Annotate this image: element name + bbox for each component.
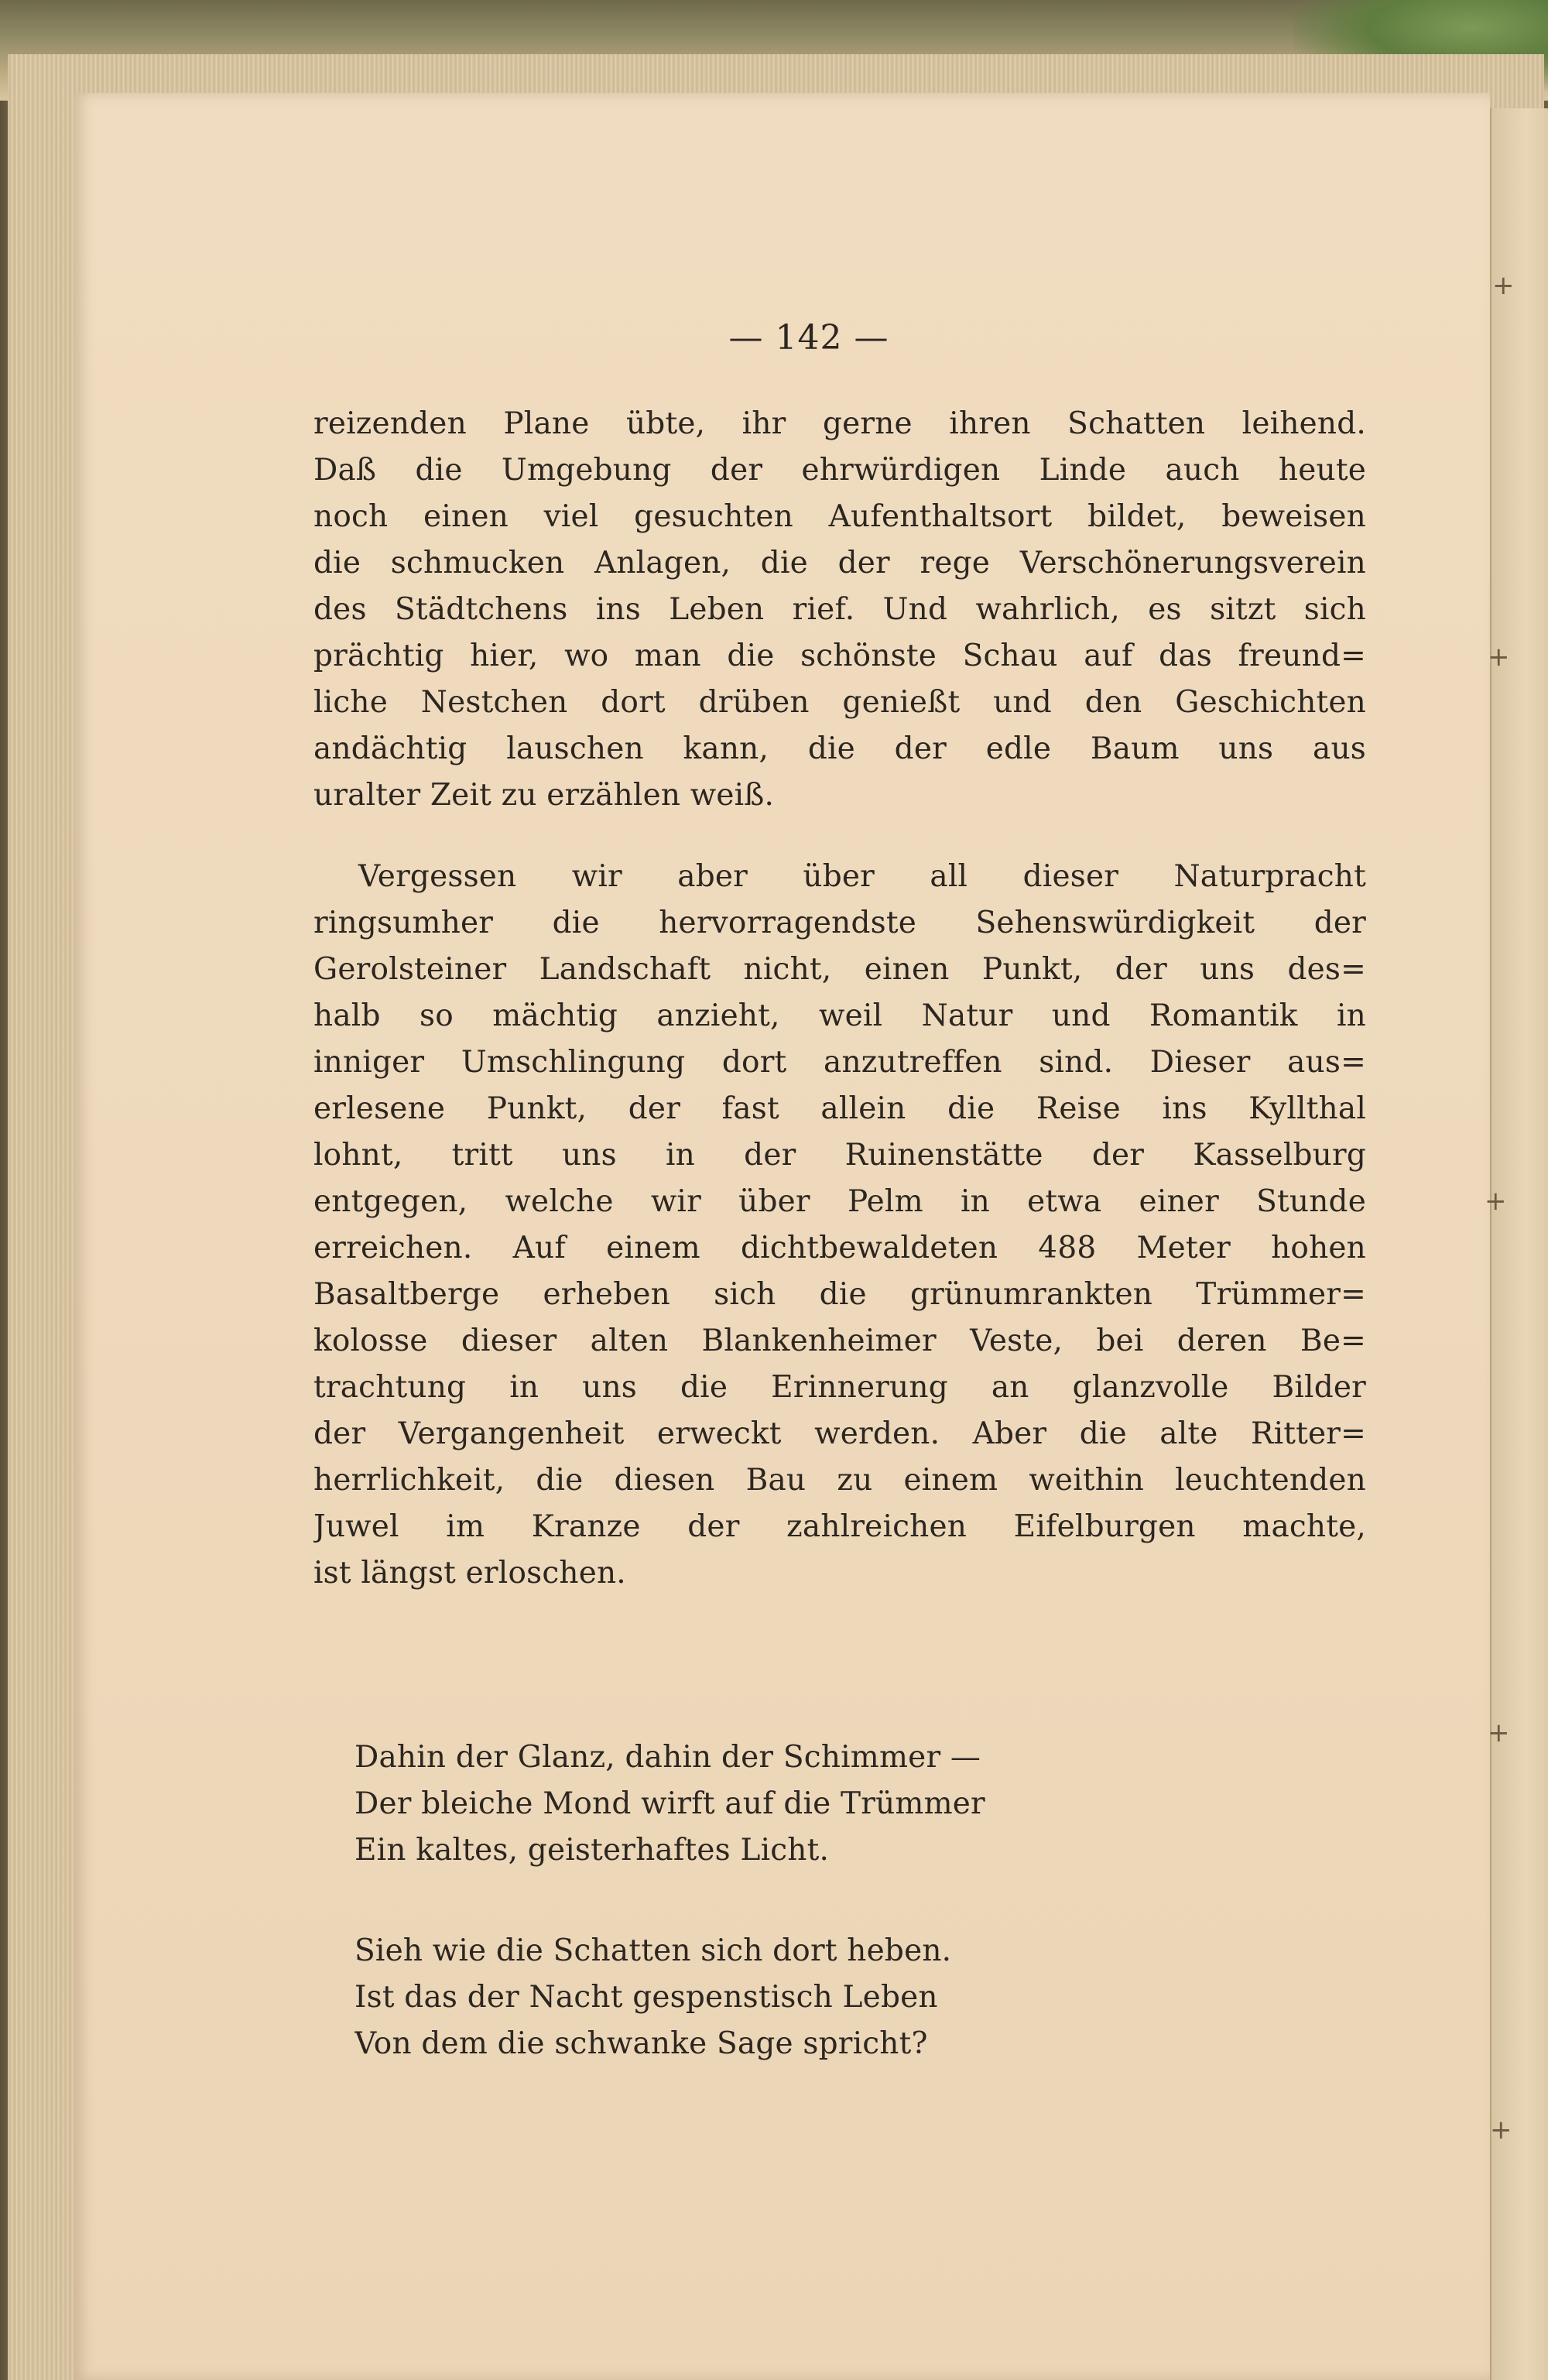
text-line: noch einen viel gesuchten Aufenthaltsort bildet, beweisen	[313, 499, 1366, 534]
text-line: andächtig lauschen kann, die der edle Baum uns aus	[313, 731, 1366, 766]
text-line: ist längst erloschen.	[313, 1556, 626, 1591]
text-line: herrlichkeit, die diesen Bau zu einem weithin leuchtenden	[313, 1463, 1366, 1498]
margin-cross-mark: +	[1492, 270, 1515, 301]
text-line: die schmucken Anlagen, die der rege Verschönerungsverein	[313, 546, 1366, 580]
poem	[354, 1734, 1283, 2067]
poem-line: Ein kaltes, geisterhaftes Licht.	[354, 1833, 830, 1868]
text-line: ringsumher die hervorragendste Sehenswürdigkeit der	[313, 906, 1366, 940]
text-line: inniger Umschlingung dort anzutreffen sind. Dieser aus=	[313, 1045, 1366, 1080]
poem-line: Der bleiche Mond wirft auf die Trümmer	[354, 1786, 985, 1821]
text-line: prächtig hier, wo man die schönste Schau auf das freund=	[313, 639, 1366, 673]
poem-line: Von dem die schwanke Sage spricht?	[354, 2026, 928, 2061]
text-line: des Städtchens ins Leben rief. Und wahrlich, es sitzt sich	[313, 592, 1366, 627]
margin-cross-mark: +	[1488, 642, 1510, 673]
poem-line: Dahin der Glanz, dahin der Schimmer —	[354, 1740, 981, 1775]
poem-line: Ist das der Nacht gespenstisch Leben	[354, 1980, 938, 2015]
paragraph-1	[313, 401, 1366, 819]
text-line: Vergessen wir aber über all dieser Naturpracht	[358, 859, 1366, 894]
text-line: entgegen, welche wir über Pelm in etwa einer Stunde	[313, 1184, 1366, 1219]
text-line: der Vergangenheit erweckt werden. Aber die alte Ritter=	[313, 1416, 1366, 1451]
text-line: kolosse dieser alten Blankenheimer Veste, bei deren Be=	[313, 1324, 1366, 1358]
text-line: Basaltberge erheben sich die grünumrankten Trümmer=	[313, 1277, 1366, 1312]
poem-line: Sieh wie die Schatten sich dort heben.	[354, 1933, 952, 1968]
text-line: halb so mächtig anzieht, weil Natur und Romantik in	[313, 998, 1366, 1033]
text-line: uralter Zeit zu erzählen weiß.	[313, 778, 775, 813]
text-line: Juwel im Kranze der zahlreichen Eifelburgen machte,	[313, 1509, 1366, 1544]
margin-cross-mark: +	[1488, 1717, 1510, 1748]
text-line: erlesene Punkt, der fast allein die Reise ins Kyllthal	[313, 1091, 1366, 1126]
text-line: liche Nestchen dort drüben genießt und den Geschichten	[313, 685, 1366, 720]
margin-cross-mark: +	[1485, 1186, 1507, 1217]
poem-stanza-2	[354, 1928, 1283, 2067]
stanza-spacer	[354, 1874, 1283, 1928]
text-line: lohnt, tritt uns in der Ruinenstätte der Kasselburg	[313, 1138, 1366, 1173]
prose-body	[313, 401, 1366, 1597]
paragraph-spacer	[313, 819, 1366, 854]
margin-cross-mark: +	[1490, 2115, 1512, 2145]
text-line: trachtung in uns die Erinnerung an glanzvolle Bilder	[313, 1370, 1366, 1405]
text-line: Gerolsteiner Landschaft nicht, einen Punkt, der uns des=	[313, 952, 1366, 987]
poem-stanza-1	[354, 1734, 1283, 1874]
page-number: — 142 —	[728, 318, 889, 358]
paragraph-2	[313, 854, 1366, 1597]
text-line: Daß die Umgebung der ehrwürdigen Linde auch heute	[313, 453, 1366, 488]
text-line: reizenden Plane übte, ihr gerne ihren Schatten leihend.	[313, 406, 1366, 441]
text-line: erreichen. Auf einem dichtbewaldeten 488 Meter hohen	[313, 1231, 1366, 1265]
